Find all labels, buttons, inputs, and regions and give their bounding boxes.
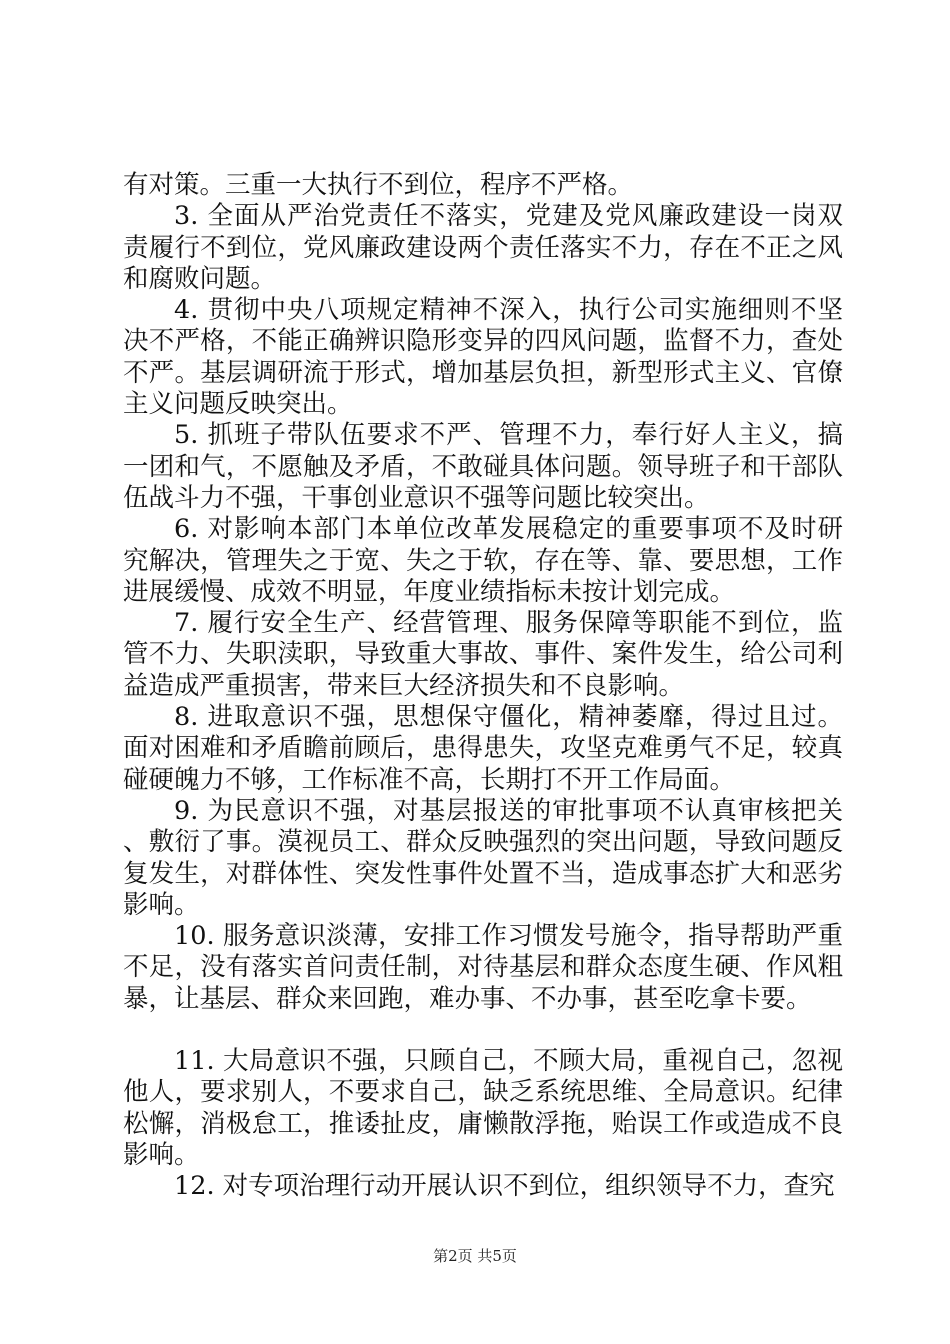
paragraph-item-8: 8. 进取意识不强，思想保守僵化，精神萎靡，得过且过。面对困难和矛盾瞻前顾后，患得患失，攻坚克难勇气不足，较真碰硬魄力不够，工作标准不高，长期打不开工作局面。 [123,702,843,795]
paragraph-item-7: 7. 履行安全生产、经营管理、服务保障等职能不到位，监管不力、失职渎职，导致重大事故、事件、案件发生，给公司利益造成严重损害，带来巨大经济损失和不良影响。 [123,608,843,701]
paragraph-item-9: 9. 为民意识不强，对基层报送的审批事项不认真审核把关、敷衍了事。漠视员工、群众反映强烈的突出问题，导致问题反复发生，对群体性、突发性事件处置不当，造成事态扩大和恶劣影响。 [123,795,843,920]
paragraph-item-12: 12. 对专项治理行动开展认识不到位，组织领导不力，查究 [174,1171,835,1202]
paragraph-continuation: 有对策。三重一大执行不到位，程序不严格。 [123,170,634,200]
paragraph-item-4: 4. 贯彻中央八项规定精神不深入，执行公司实施细则不坚决不严格，不能正确辨识隐形变异的四风问题，监督不力，查处不严。基层调研流于形式，增加基层负担，新型形式主义、官僚主义问题反映突出。 [123,295,843,420]
paragraph-item-11: 11. 大局意识不强，只顾自己，不顾大局，重视自己，忽视他人，要求别人，不要求自己，缺乏系统思维、全局意识。纪律松懈，消极怠工，推诿扯皮，庸懒散浮拖，贻误工作或造成不良影响。 [123,1046,843,1170]
paragraph-item-10: 10. 服务意识淡薄，安排工作习惯发号施令，指导帮助严重不足，没有落实首问责任制，对待基层和群众态度生硬、作风粗暴，让基层、群众来回跑，难办事、不办事，甚至吃拿卡要。 [123,921,843,1014]
page-footer: 第2页 共5页 [433,1247,517,1265]
paragraph-item-5: 5. 抓班子带队伍要求不严、管理不力，奉行好人主义，搞一团和气，不愿触及矛盾，不敢碰具体问题。领导班子和干部队伍战斗力不强，干事创业意识不强等问题比较突出。 [123,420,843,513]
paragraph-item-6: 6. 对影响本部门本单位改革发展稳定的重要事项不及时研究解决，管理失之于宽、失之于软，存在等、靠、要思想，工作进展缓慢、成效不明显，年度业绩指标未按计划完成。 [123,514,843,607]
paragraph-item-3: 3. 全面从严治党责任不落实，党建及党风廉政建设一岗双责履行不到位，党风廉政建设两个责任落实不力，存在不正之风和腐败问题。 [123,201,843,294]
body-text [123,170,843,1203]
paragraph-gap [123,1015,843,1046]
